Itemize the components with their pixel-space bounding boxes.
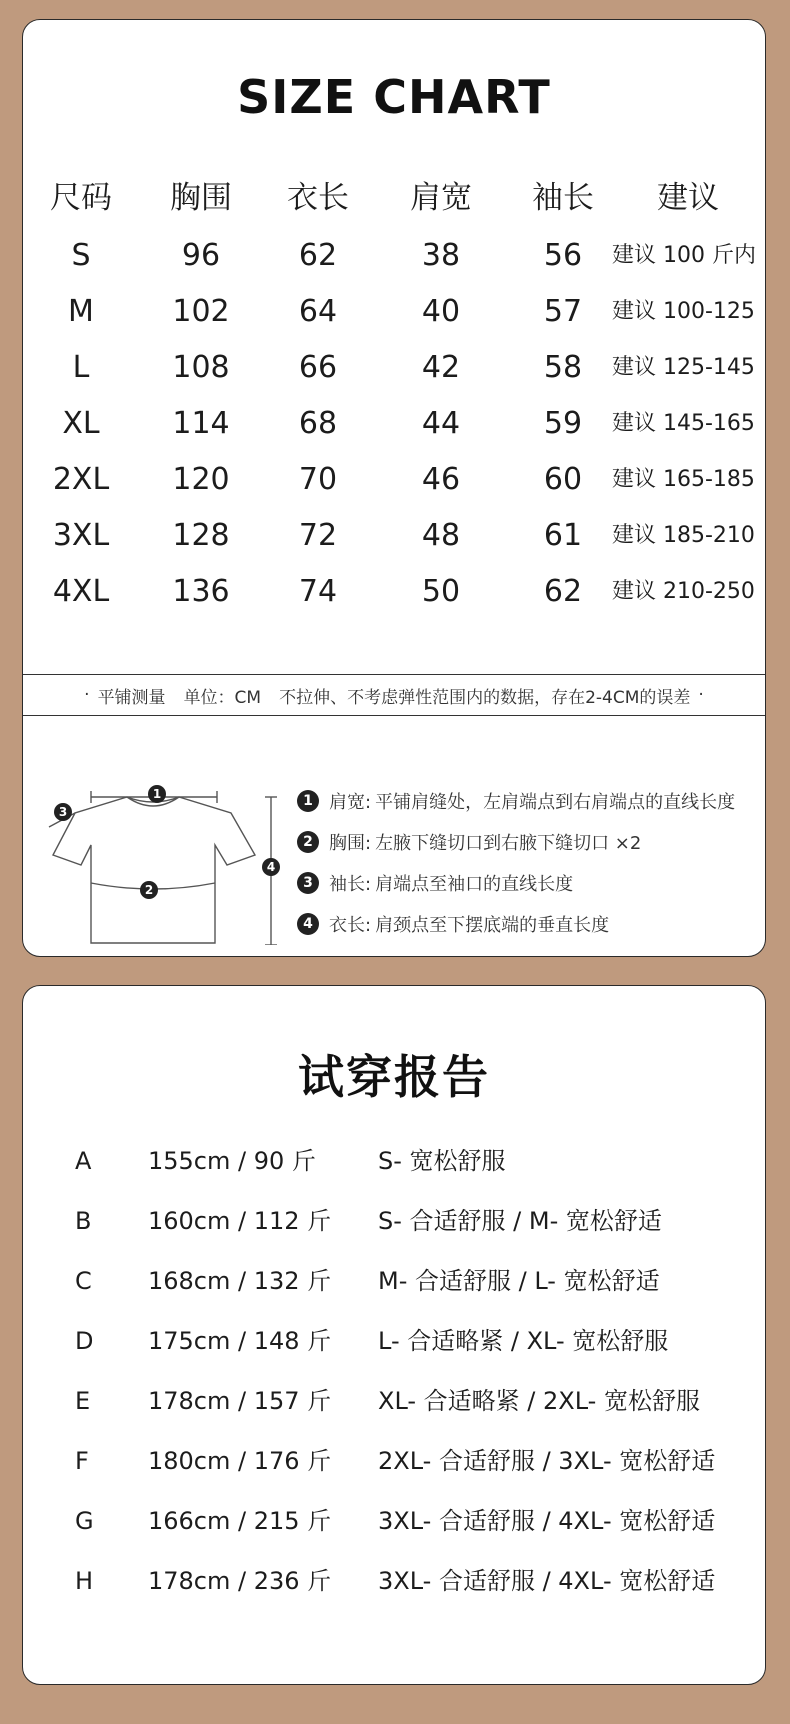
try-on-title: 试穿报告 (298, 1050, 490, 1104)
measure-number: 3 (297, 872, 319, 894)
cell-length: 64 (298, 294, 338, 329)
header-sleeve: 袖长 (532, 180, 594, 216)
cell-length: 70 (298, 462, 338, 497)
tester-body: 168cm / 132 斤 (148, 1267, 332, 1295)
try-on-list (23, 1131, 765, 1611)
cell-recommend: 建议 210-250 (612, 579, 755, 604)
tester-id: H (75, 1567, 94, 1595)
table-row (23, 564, 765, 620)
cell-size: 3XL (52, 518, 110, 553)
try-on-report-card (22, 985, 766, 1685)
header-size: 尺码 (50, 180, 112, 216)
note-disclaimer: 不拉伸、不考虑弹性范围内的数据，存在2-4CM的误差 (279, 687, 691, 708)
table-row (23, 396, 765, 452)
measure-desc: 肩颈点至下摆底端的垂直长度 (375, 914, 610, 936)
cell-chest: 128 (172, 518, 230, 553)
cell-recommend: 建议 100-125 (612, 299, 755, 324)
cell-sleeve: 62 (543, 574, 583, 609)
list-item (23, 1191, 765, 1251)
measure-desc: 肩端点至袖口的直线长度 (375, 873, 574, 895)
cell-shoulder: 42 (421, 350, 461, 385)
cell-sleeve: 56 (543, 238, 583, 273)
measure-desc: 左腋下缝切口到右腋下缝切口 ×2 (375, 832, 642, 854)
table-row (23, 284, 765, 340)
tester-body: 178cm / 157 斤 (148, 1387, 332, 1415)
measure-item-sleeve (297, 862, 766, 903)
cell-size: S (71, 238, 91, 273)
tester-body: 178cm / 236 斤 (148, 1567, 332, 1595)
cell-sleeve: 60 (543, 462, 583, 497)
table-row (23, 452, 765, 508)
note-dot-left: · (84, 685, 90, 705)
cell-recommend: 建议 145-165 (612, 411, 755, 436)
tester-id: C (75, 1267, 92, 1295)
cell-chest: 120 (172, 462, 230, 497)
tester-id: A (75, 1147, 92, 1175)
cell-shoulder: 44 (421, 406, 461, 441)
diagram-marker-2: 2 (144, 883, 154, 897)
tester-id: B (75, 1207, 92, 1235)
tester-body: 166cm / 215 斤 (148, 1507, 332, 1535)
measure-item-chest (297, 821, 766, 862)
cell-shoulder: 46 (421, 462, 461, 497)
tester-body: 160cm / 112 斤 (148, 1207, 332, 1235)
measure-number: 1 (297, 790, 319, 812)
tester-fit: S- 宽松舒服 (378, 1147, 506, 1175)
tester-fit: M- 合适舒服 / L- 宽松舒适 (378, 1267, 660, 1295)
cell-shoulder: 40 (421, 294, 461, 329)
cell-size: L (72, 350, 90, 385)
cell-sleeve: 57 (543, 294, 583, 329)
list-item (23, 1311, 765, 1371)
cell-sleeve: 59 (543, 406, 583, 441)
cell-chest: 96 (181, 238, 221, 273)
size-chart-title: SIZE CHART (237, 70, 551, 124)
tester-fit: S- 合适舒服 / M- 宽松舒适 (378, 1207, 662, 1235)
size-table (23, 170, 765, 620)
tester-body: 155cm / 90 斤 (148, 1147, 316, 1175)
cell-sleeve: 61 (543, 518, 583, 553)
diagram-marker-1: 1 (152, 787, 162, 801)
cell-size: 4XL (52, 574, 110, 609)
tester-fit: XL- 合适略紧 / 2XL- 宽松舒服 (378, 1387, 700, 1415)
size-chart-card (22, 19, 766, 957)
cell-length: 68 (298, 406, 338, 441)
header-length: 衣长 (287, 180, 349, 216)
tester-fit: L- 合适略紧 / XL- 宽松舒服 (378, 1327, 669, 1355)
cell-length: 74 (298, 574, 338, 609)
measure-number: 4 (297, 913, 319, 935)
measure-label: 衣长: (329, 914, 372, 936)
cell-length: 72 (298, 518, 338, 553)
tester-fit: 3XL- 合适舒服 / 4XL- 宽松舒适 (378, 1567, 716, 1595)
cell-length: 62 (298, 238, 338, 273)
cell-size: XL (62, 406, 100, 441)
tester-id: D (75, 1327, 94, 1355)
measure-desc: 平铺肩缝处，左肩端点到右肩端点的直线长度 (375, 791, 736, 813)
cell-shoulder: 38 (421, 238, 461, 273)
tshirt-diagram-icon (35, 755, 295, 945)
diagram-marker-4: 4 (266, 860, 276, 874)
cell-shoulder: 50 (421, 574, 461, 609)
cell-recommend: 建议 125-145 (612, 355, 755, 380)
list-item (23, 1131, 765, 1191)
size-table-header (23, 170, 765, 228)
table-row (23, 340, 765, 396)
cell-size: 2XL (52, 462, 110, 497)
tester-id: G (75, 1507, 94, 1535)
header-recommend: 建议 (657, 180, 719, 216)
header-shoulder: 肩宽 (410, 180, 472, 216)
tester-body: 175cm / 148 斤 (148, 1327, 332, 1355)
measure-label: 胸围: (329, 832, 372, 854)
table-row (23, 228, 765, 284)
cell-chest: 108 (172, 350, 230, 385)
cell-chest: 102 (172, 294, 230, 329)
list-item (23, 1491, 765, 1551)
diagram-marker-3: 3 (58, 805, 68, 819)
cell-recommend: 建议 165-185 (612, 467, 755, 492)
note-dot-right: · (698, 685, 704, 705)
header-chest: 胸围 (170, 180, 232, 216)
measurement-legend (297, 780, 766, 944)
list-item (23, 1431, 765, 1491)
cell-recommend: 建议 185-210 (612, 523, 755, 548)
tester-id: F (75, 1447, 89, 1475)
measure-item-shoulder (297, 780, 766, 821)
measure-label: 肩宽: (329, 791, 372, 813)
list-item (23, 1551, 765, 1611)
note-method: 平铺测量 (97, 687, 166, 708)
cell-recommend: 建议 100 斤内 (612, 243, 756, 268)
cell-chest: 136 (172, 574, 230, 609)
cell-sleeve: 58 (543, 350, 583, 385)
measurement-note (23, 674, 765, 716)
measure-item-length (297, 903, 766, 944)
tester-fit: 2XL- 合适舒服 / 3XL- 宽松舒适 (378, 1447, 716, 1475)
measure-label: 袖长: (329, 873, 372, 895)
list-item (23, 1251, 765, 1311)
cell-shoulder: 48 (421, 518, 461, 553)
measure-number: 2 (297, 831, 319, 853)
tester-body: 180cm / 176 斤 (148, 1447, 332, 1475)
cell-chest: 114 (172, 406, 230, 441)
list-item (23, 1371, 765, 1431)
cell-size: M (68, 294, 94, 329)
tester-id: E (75, 1387, 91, 1415)
table-row (23, 508, 765, 564)
tester-fit: 3XL- 合适舒服 / 4XL- 宽松舒适 (378, 1507, 716, 1535)
cell-length: 66 (298, 350, 338, 385)
note-unit: 单位：CM (183, 687, 262, 708)
